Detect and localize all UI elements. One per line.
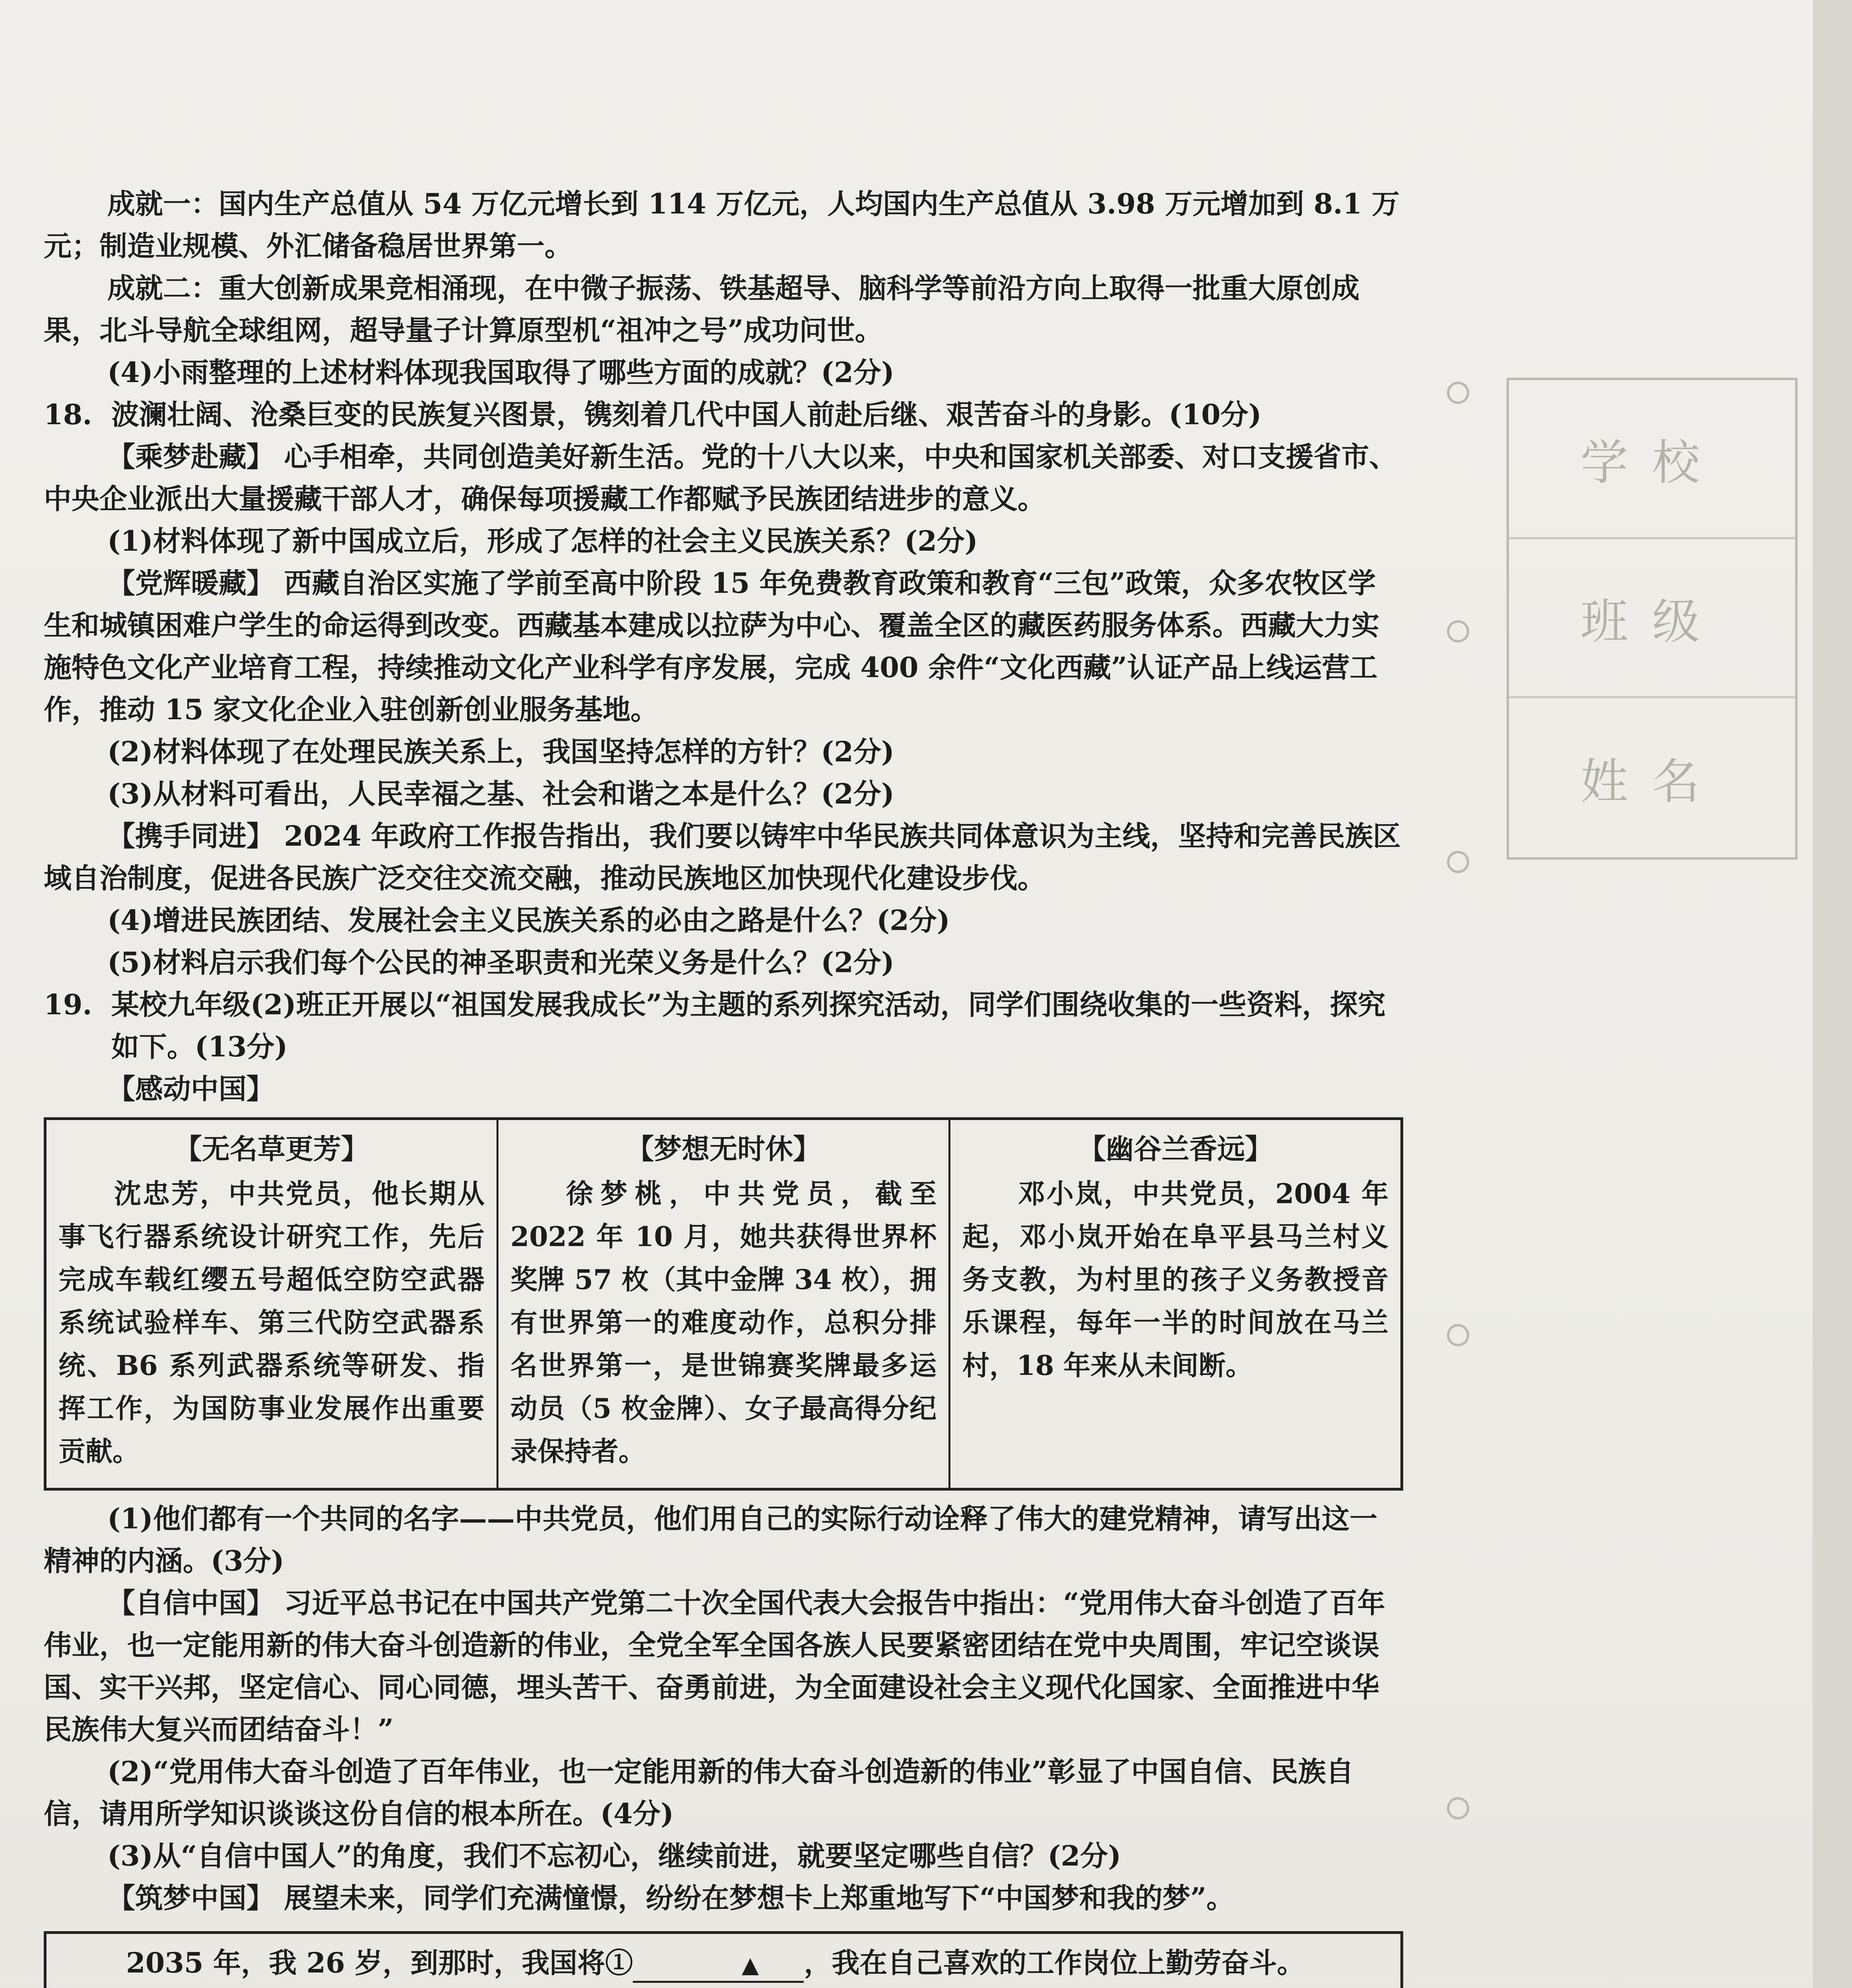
story-text: 徐梦桃，中共党员，截至 2022 年 10 月，她共获得世界杯奖牌 57 枚（其中金牌 34 枚），拥有世界第一的难度动作，总积分排名世界第一，是世锦赛奖牌最多运动员（5 枚金牌）、女子最高得分纪录保持者。 [510,1178,937,1468]
binding-name-label: 姓名 [1581,754,1724,810]
q19-stem [44,984,1403,1068]
dream-card-text: ，我在自己喜欢的工作岗位上勤劳奋斗。 [804,1946,1305,1979]
q18-sub3: (3)从材料可看出，人民幸福之基、社会和谐之本是什么？(2分) [107,777,894,810]
binding-school-label: 学校 [1509,380,1795,539]
q18-material-2 [44,562,1403,731]
q19-tag-1: 【感动中国】 [107,1072,274,1105]
q18-sub1: (1)材料体现了新中国成立后，形成了怎样的社会主义民族关系？(2分) [107,524,978,557]
binding-hole [1447,620,1469,643]
achievement-one: 成就一：国内生产总值从 54 万亿元增长到 114 万亿元，人均国内生产总值从 3.98 万元增加到 8.1 万元；制造业规模、外汇储备稳居世界第一。 [44,187,1400,262]
q18-sub2: (2)材料体现了在处理民族关系上，我国坚持怎样的方针？(2分) [107,735,894,768]
dream-card-line-1 [62,1942,1385,1984]
q19-material-3 [44,1877,1403,1919]
q18-material-1-text: 心手相牵，共同创造美好新生活。党的十八大以来，中央和国家机关部委、对口支援省市、中央企业派出大量援藏干部人才，确保每项援藏工作都赋予民族团结进步的意义。 [44,440,1397,515]
dream-card-line-2 [62,1984,1385,1988]
q18-stem-text: 波澜壮阔、沧桑巨变的民族复兴图景，镌刻着几代中国人前赴后继、艰苦奋斗的身影。(10分) [111,398,1262,431]
q19-stem-text: 某校九年级(2)班正开展以“祖国发展我成长”为主题的系列探究活动，同学们围绕收集的一些资料，探究如下。(13分) [111,988,1386,1063]
q18-stem [44,394,1403,436]
q18-tag-1: 【乘梦赴藏】 [107,440,274,473]
q19-sub3: (3)从“自信中国人”的角度，我们不忘初心，继续前进，就要坚定哪些自信？(2分) [107,1839,1121,1872]
q17-sub4: (4)小雨整理的上述材料体现我国取得了哪些方面的成就？(2分) [107,356,894,389]
story-title: 【幽谷兰香远】 [1078,1132,1273,1165]
q19-number: 19. [44,988,92,1021]
dream-card-text: 2035 年，我 26 岁，到那时，我国将① [126,1946,633,1979]
q18-material-1 [44,436,1403,520]
story-title: 【梦想无时休】 [626,1132,821,1165]
q19-sub1: (1)他们都有一个共同的名字——中共党员，他们用自己的实际行动诠释了伟大的建党精神，请写出这一精神的内涵。(3分) [44,1502,1377,1577]
page-edge-shadow [1813,0,1852,1988]
q18-sub4: (4)增进民族团结、发展社会主义民族关系的必由之路是什么？(2分) [107,904,950,937]
q18-material-2-text: 西藏自治区实施了学前至高中阶段 15 年免费教育政策和教育“三包”政策，众多农牧区学生和城镇困难户学生的命运得到改变。西藏基本建成以拉萨为中心、覆盖全区的藏医药服务体系。西藏大力实施特色文化产业培育工程，持续推动文化产业科学有序发展，完成 400 余件“文化西藏”认证产品上线运营工作，推动 15 家文化企业入驻创新创业服务基地。 [44,567,1379,726]
q18-material-3 [44,815,1403,899]
binding-class-label: 班级 [1509,539,1795,698]
story-cell [948,1120,1400,1488]
binding-hole [1447,851,1469,873]
q19-tag-2: 【自信中国】 [107,1586,274,1619]
q19-material-2 [44,1582,1403,1751]
q18-tag-2: 【党辉暖藏】 [107,567,274,600]
exam-content [44,183,1403,1988]
binding-hole [1447,1797,1469,1819]
triangle-marker-icon: ▲ [741,1952,759,1978]
binding-info-box [1507,378,1798,860]
story-text: 邓小岚，中共党员，2004 年起，邓小岚开始在阜平县马兰村义务支教，为村里的孩子义务教授音乐课程，每年一半的时间放在马兰村，18 年来从未间断。 [962,1178,1389,1382]
q18-number: 18. [44,398,92,431]
q19-tag-3: 【筑梦中国】 [107,1881,274,1914]
story-title: 【无名草更芳】 [174,1132,369,1165]
binding-hole [1447,382,1469,404]
achievement-two: 成就二：重大创新成果竞相涌现，在中微子振荡、铁基超导、脑科学等前沿方向上取得一批重大原创成果，北斗导航全球组网，超导量子计算原型机“祖冲之号”成功问世。 [44,272,1359,347]
binding-hole [1447,1324,1469,1346]
story-text: 沈忠芳，中共党员，他长期从事飞行器系统设计研究工作，先后完成车载红缨五号超低空防空武器系统试验样车、第三代防空武器系统、B6 系列武器系统等研发、指挥工作，为国防事业发展作出重要贡献。 [58,1178,485,1468]
answer-blank-1[interactable] [633,1947,804,1983]
q19-material-2-text: 习近平总书记在中国共产党第二十次全国代表大会报告中指出：“党用伟大奋斗创造了百年伟业，也一定能用新的伟大奋斗创造新的伟业，全党全军全国各族人民要紧密团结在党中央周围，牢记空谈误国、实干兴邦，坚定信心、同心同德，埋头苦干、奋勇前进，为全面建设社会主义现代化国家、全面推进中华民族伟大复兴而团结奋斗！” [44,1586,1385,1746]
dream-card [44,1931,1403,1988]
q18-sub5: (5)材料启示我们每个公民的神圣职责和光荣义务是什么？(2分) [107,946,894,979]
q19-material-3-text: 展望未来，同学们充满憧憬，纷纷在梦想卡上郑重地写下“中国梦和我的梦”。 [284,1881,1234,1914]
q19-sub2: (2)“党用伟大奋斗创造了百年伟业，也一定能用新的伟大奋斗创造新的伟业”彰显了中国自信、民族自信，请用所学知识谈谈这份自信的根本所在。(4分) [44,1755,1354,1830]
story-cell [496,1120,948,1488]
story-cell [47,1120,496,1488]
story-table [44,1117,1403,1491]
q18-tag-3: 【携手同进】 [107,819,274,852]
q18-material-3-text: 2024 年政府工作报告指出，我们要以铸牢中华民族共同体意识为主线，坚持和完善民族区域自治制度，促进各民族广泛交往交流交融，推动民族地区加快现代化建设步伐。 [44,819,1401,895]
